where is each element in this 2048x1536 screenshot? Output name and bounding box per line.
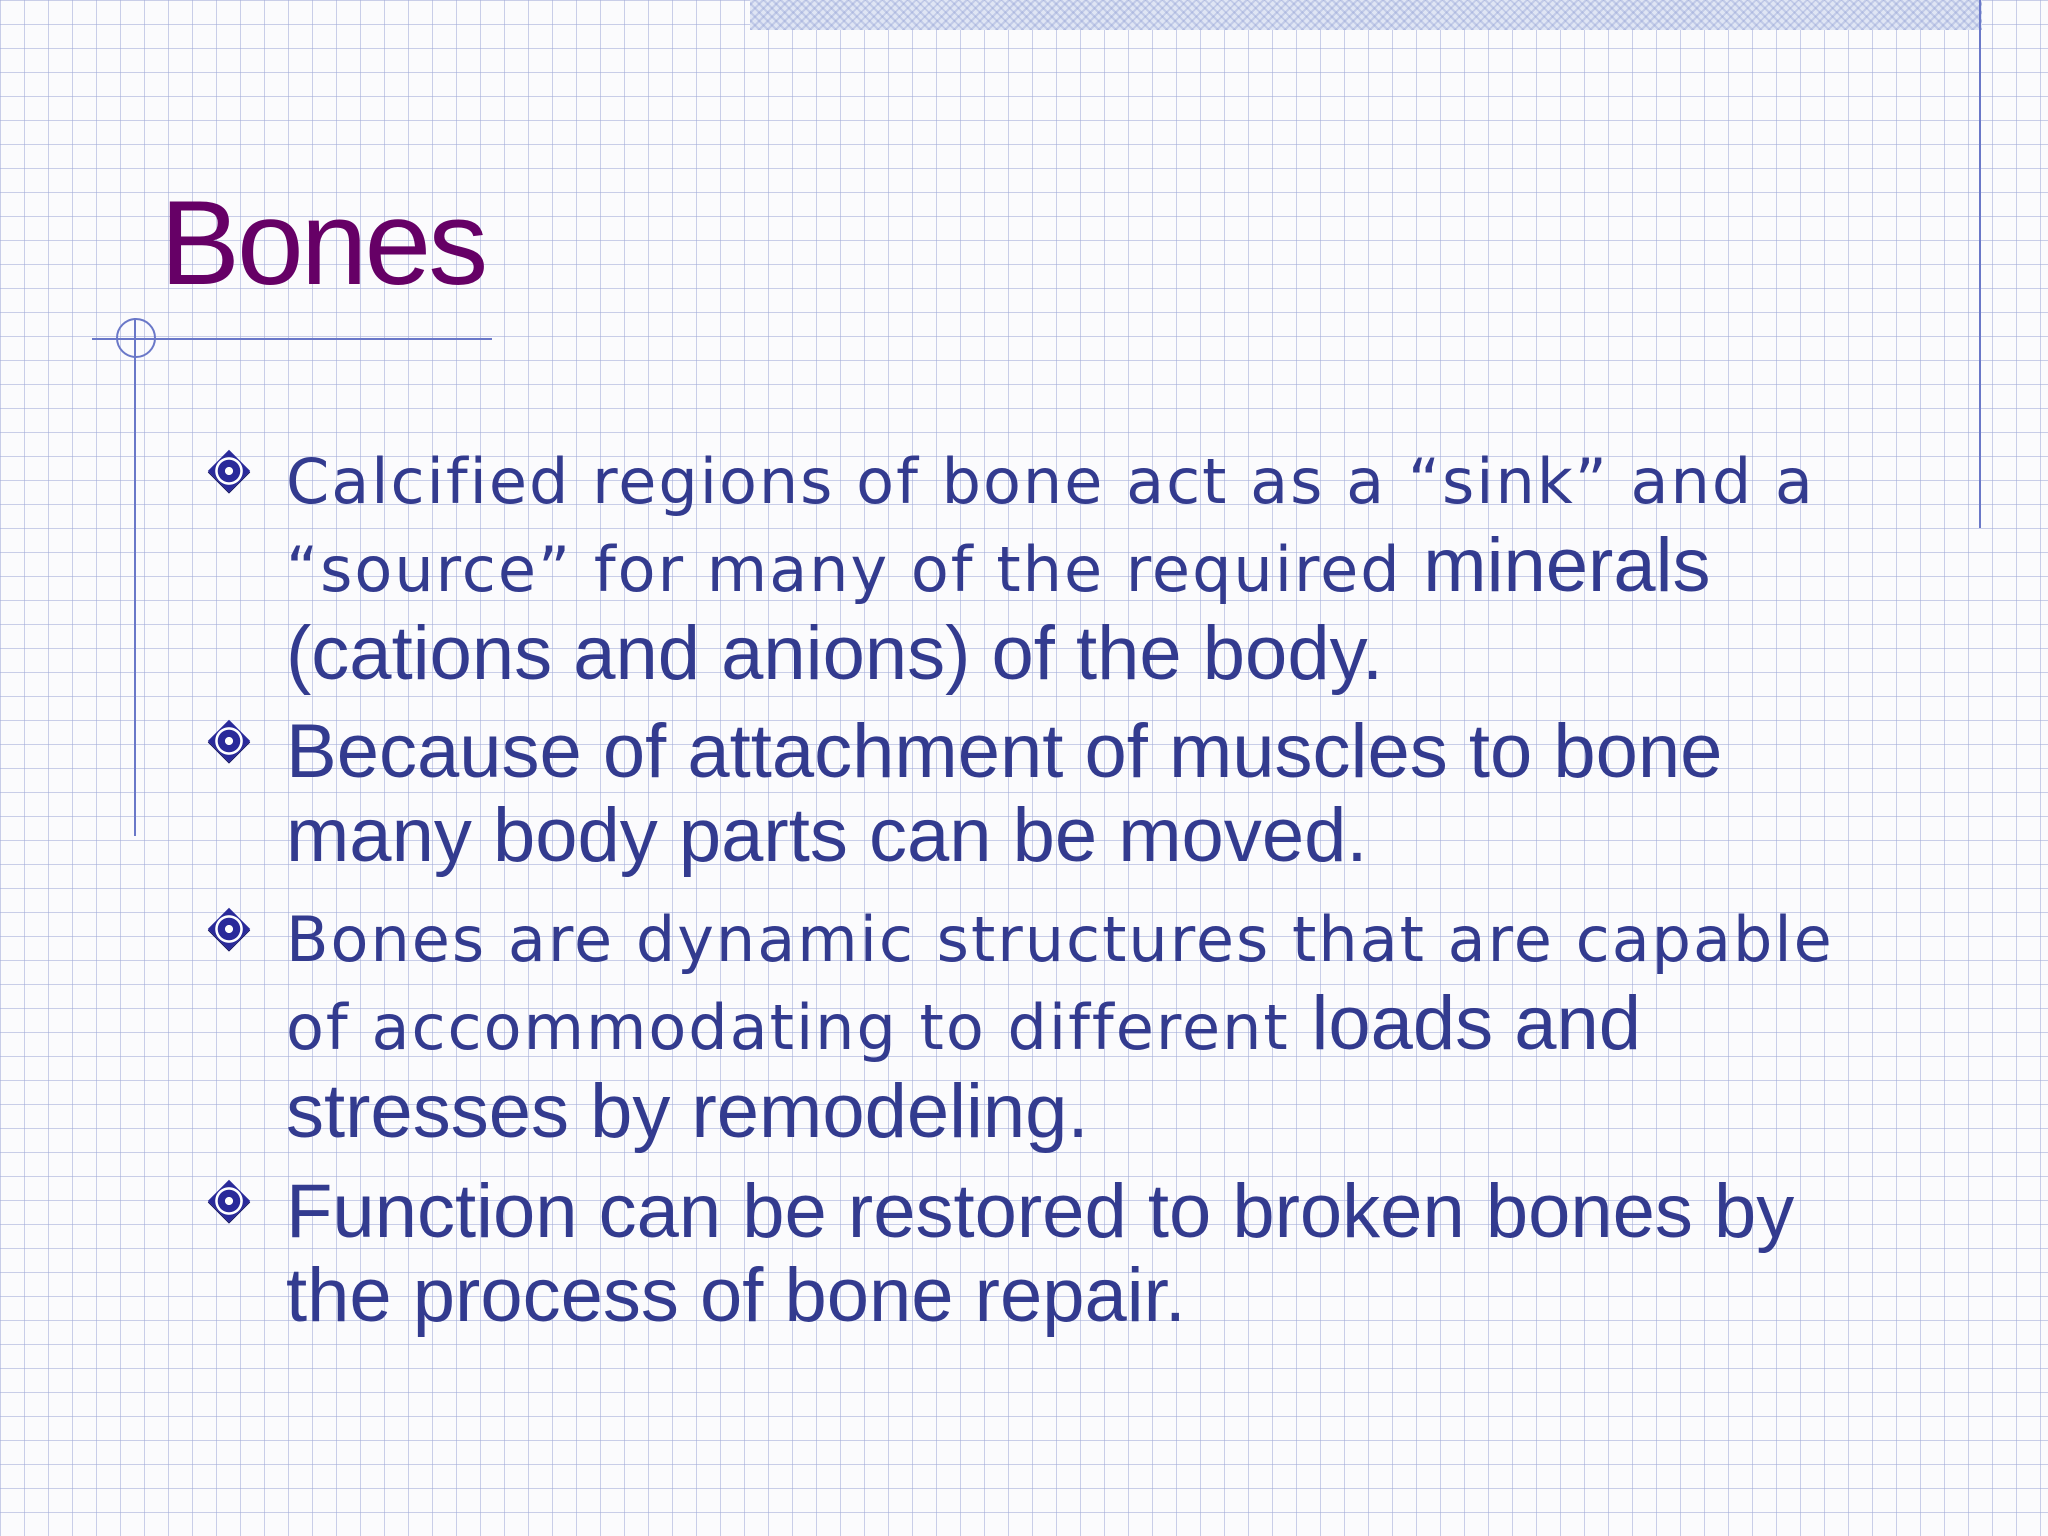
bullet-text-large: Function can be restored to broken bones by the process of bone repair.	[286, 1169, 1795, 1338]
diamond-bullet-icon	[208, 450, 250, 492]
diamond-bullet-icon	[208, 908, 250, 950]
slide-title: Bones	[160, 176, 486, 310]
right-vertical-rule	[1979, 0, 1981, 528]
bullet-text-small: Bones are dynamic structures that are capable of accommodating to different	[286, 903, 1834, 1064]
bullet-text-large: minerals (cations and anions) of the body.	[286, 523, 1711, 696]
bullet-item-repair	[200, 1170, 1900, 1338]
header-pattern-band	[750, 0, 1982, 30]
left-vertical-rule	[134, 318, 136, 836]
bullet-item-muscles	[200, 710, 1900, 878]
bullet-item-dynamic	[200, 898, 1900, 1154]
diamond-bullet-icon	[208, 1180, 250, 1222]
bullet-text-small: Calcified regions of bone act as a “sink” and a “source” for many of the required	[286, 445, 1815, 606]
bullet-list	[200, 440, 1900, 1338]
bullet-text-large: loads and stresses by remodeling.	[286, 981, 1642, 1154]
bullet-text-large: Because of attachment of muscles to bone many body parts can be moved.	[286, 709, 1723, 878]
title-crosshair-icon	[116, 318, 156, 358]
bullet-item-calcified	[200, 440, 1900, 696]
diamond-bullet-icon	[208, 720, 250, 762]
